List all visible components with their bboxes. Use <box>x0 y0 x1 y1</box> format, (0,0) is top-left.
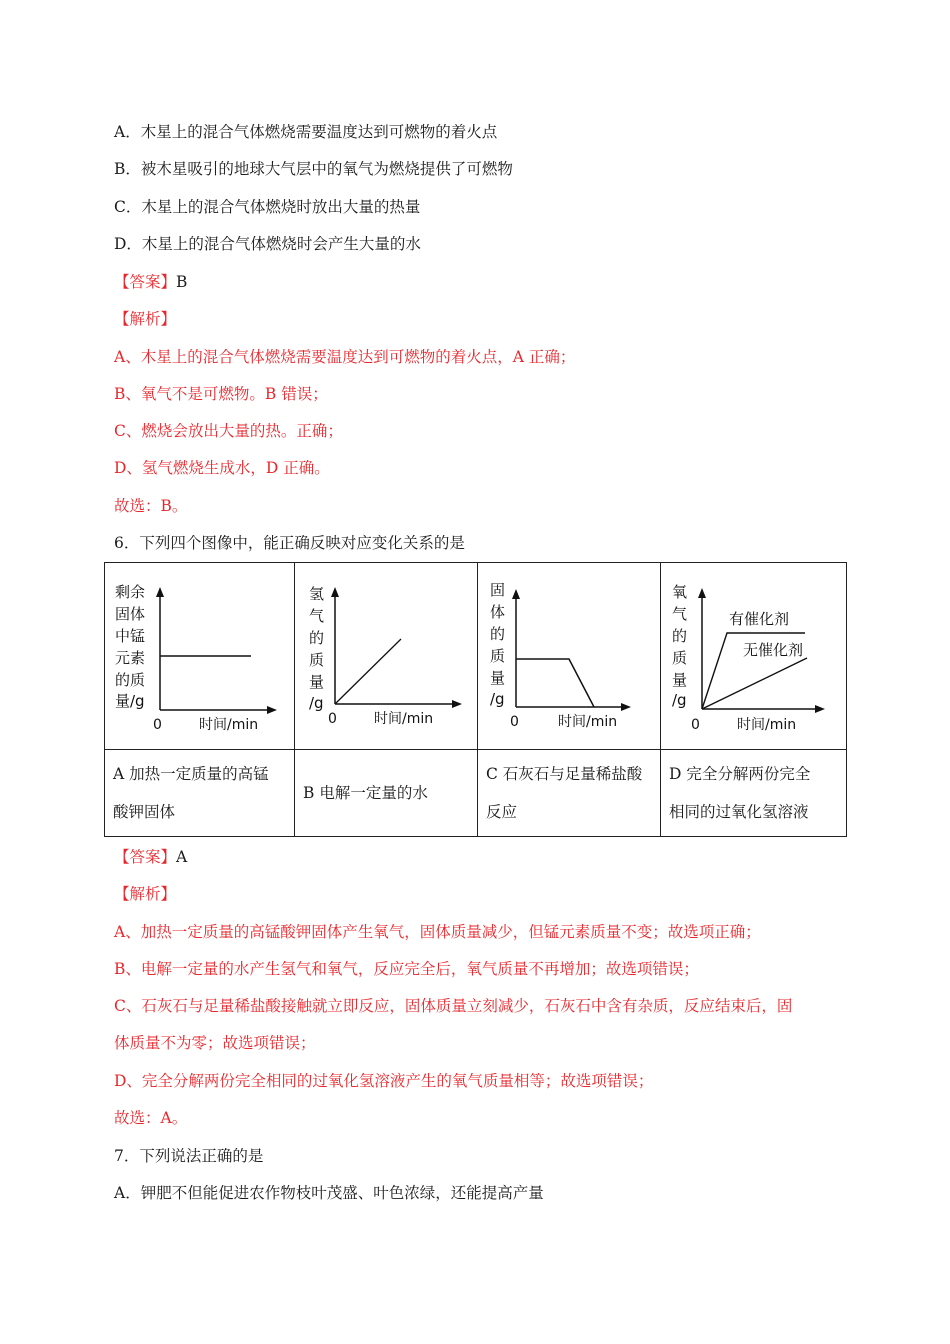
graph-b-ylabel: 的 <box>309 629 325 647</box>
graph-b <box>295 563 477 749</box>
graph-b-ylabel: 氢 <box>309 585 325 603</box>
q7-option-a: A．钾肥不但能促进农作物枝叶茂盛、叶色浓绿，还能提高产量 <box>114 1184 544 1202</box>
q6-question: 6．下列四个图像中，能正确反映对应变化关系的是 <box>114 534 465 552</box>
graph-a-ylabel: 元素 <box>115 649 146 667</box>
graph-b-ylabel: /g <box>309 694 324 712</box>
q5-analysis-line: B、氧气不是可燃物。B 错误； <box>114 385 328 403</box>
q5-analysis-tag: 【解析】 <box>114 310 177 328</box>
q6-graph-table <box>104 562 847 837</box>
graph-d-xlabel: 时间/min <box>737 717 797 733</box>
answer-tag: 【答案】 <box>114 273 177 291</box>
graph-b-curve <box>335 639 401 704</box>
graph-d-curve-no-catalyst <box>702 658 807 709</box>
graph-b-ylabel: 量 <box>309 673 325 691</box>
graph-c-ylabel: /g <box>490 690 505 708</box>
caption-c-line: C 石灰石与足量稀盐酸 <box>486 765 643 783</box>
caption-d <box>661 750 847 837</box>
caption-a <box>105 750 295 837</box>
q7-question: 7．下列说法正确的是 <box>114 1147 264 1165</box>
q5-analysis-line: C、燃烧会放出大量的热。正确； <box>114 422 343 440</box>
graph-c-ylabel: 质 <box>490 647 506 665</box>
graph-a-ylabel: 量/g <box>115 692 145 710</box>
graph-b-ylabel: 气 <box>309 607 325 625</box>
graph-d-ylabel: 量 <box>672 671 688 689</box>
graph-d-cell <box>661 563 847 750</box>
graph-a-x-arrow <box>267 706 277 714</box>
graph-a-xlabel: 时间/min <box>199 717 259 733</box>
graph-b-ylabel: 质 <box>309 651 325 669</box>
graph-d-ylabel: /g <box>672 691 687 709</box>
q6-analysis-line: C、石灰石与足量稀盐酸接触就立即反应，固体质量立刻减少，石灰石中含有杂质，反应结束后，固 <box>114 997 793 1015</box>
graph-d-ylabel: 气 <box>672 605 688 623</box>
caption-c <box>478 750 661 837</box>
graph-d-x-arrow <box>815 705 825 713</box>
graph-d-y-arrow <box>698 588 706 598</box>
answer-value: A <box>176 848 188 866</box>
graph-d-ylabel: 质 <box>672 649 688 667</box>
graph-c-x-arrow <box>621 703 631 711</box>
q5-analysis-line: A、木星上的混合气体燃烧需要温度达到可燃物的着火点，A 正确； <box>114 348 576 366</box>
q6-analysis-line: 体质量不为零；故选项错误； <box>114 1034 316 1052</box>
graph-c <box>478 563 660 749</box>
graph-b-origin: 0 <box>328 711 337 727</box>
graph-b-x-arrow <box>452 700 462 708</box>
graph-b-y-arrow <box>331 587 339 597</box>
q6-analysis-line: B、电解一定量的水产生氢气和氧气，反应完全后，氧气质量不再增加；故选项错误； <box>114 960 699 978</box>
graph-c-ylabel: 体 <box>490 603 506 621</box>
caption-d-line: 相同的过氧化氢溶液 <box>669 803 809 821</box>
caption-b-line: B 电解一定量的水 <box>303 784 428 802</box>
graph-c-ylabel: 量 <box>490 669 506 687</box>
graph-a-ylabel: 中锰 <box>115 627 146 645</box>
q5-conclusion: 故选：B。 <box>114 497 188 515</box>
q6-analysis-tag: 【解析】 <box>114 885 177 903</box>
graph-a-ylabel: 固体 <box>115 605 146 623</box>
graph-c-y-arrow <box>512 589 520 599</box>
q5-analysis-line: D、氢气燃烧生成水，D 正确。 <box>114 459 330 477</box>
graph-d-ylabel: 氧 <box>672 583 688 601</box>
graph-b-cell <box>295 563 478 750</box>
graph-c-curve <box>516 659 594 707</box>
q6-answer <box>114 847 187 867</box>
q5-answer <box>114 272 187 292</box>
caption-b <box>295 750 478 837</box>
q6-analysis-line: D、完全分解两份完全相同的过氧化氢溶液产生的氧气质量相等；故选项错误； <box>114 1072 654 1090</box>
graph-b-xlabel: 时间/min <box>374 711 434 727</box>
q6-conclusion: 故选：A。 <box>114 1109 188 1127</box>
graph-c-ylabel: 的 <box>490 625 506 643</box>
graph-c-ylabel: 固 <box>490 581 506 599</box>
q5-option-d: D．木星上的混合气体燃烧时会产生大量的水 <box>114 235 421 253</box>
caption-a-line: A 加热一定质量的高锰 <box>113 765 269 783</box>
graph-c-xlabel: 时间/min <box>558 714 618 730</box>
graph-d-label-catalyst: 有催化剂 <box>729 610 790 628</box>
q5-option-b: B．被木星吸引的地球大气层中的氧气为燃烧提供了可燃物 <box>114 160 513 178</box>
caption-d-line: D 完全分解两份完全 <box>669 765 811 783</box>
caption-a-line: 酸钾固体 <box>113 803 176 821</box>
graph-a-origin: 0 <box>153 717 162 733</box>
answer-value: B <box>176 273 188 291</box>
graph-a-cell <box>105 563 295 750</box>
graph-a-y-arrow <box>156 587 164 597</box>
graph-d-label-no-catalyst: 无催化剂 <box>743 641 804 659</box>
graph-a <box>105 563 294 749</box>
q5-option-a: A．木星上的混合气体燃烧需要温度达到可燃物的着火点 <box>114 123 498 141</box>
answer-tag: 【答案】 <box>114 848 177 866</box>
caption-c-line: 反应 <box>486 803 518 821</box>
q6-analysis-line: A、加热一定质量的高锰酸钾固体产生氧气，固体质量减少，但锰元素质量不变；故选项正确； <box>114 923 761 941</box>
graph-c-origin: 0 <box>510 714 519 730</box>
graph-a-ylabel: 剩余 <box>115 583 146 601</box>
q5-option-c: C．木星上的混合气体燃烧时放出大量的热量 <box>114 198 421 216</box>
graph-a-ylabel: 的质 <box>115 671 146 689</box>
graph-c-cell <box>478 563 661 750</box>
graph-d-origin: 0 <box>691 717 700 733</box>
graph-d <box>661 563 846 749</box>
graph-d-ylabel: 的 <box>672 627 688 645</box>
